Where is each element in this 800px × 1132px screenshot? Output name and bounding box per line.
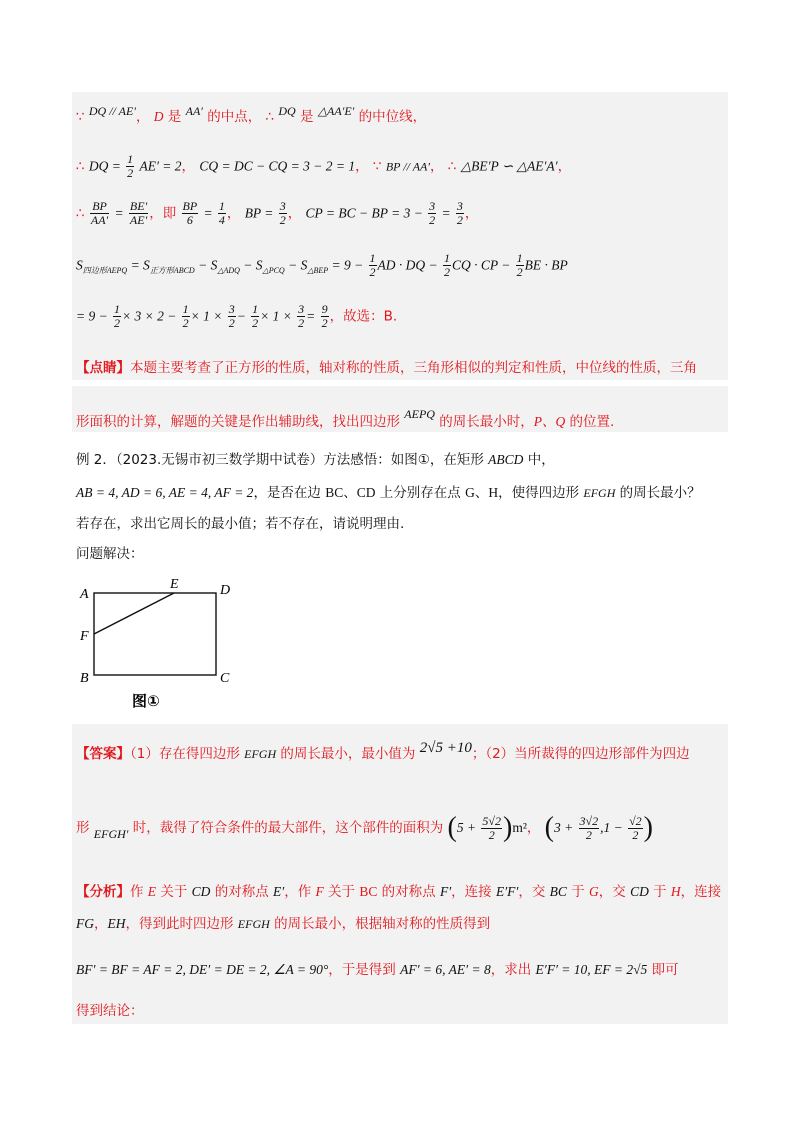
solution-line-2: ∴ DQ = $\frac{1}{2}$ AE′ = 2， CQ = DC − CQ = 3 − 2 = 1， ∵ BP // AA′， ∴ △BE′P ∽ △AE′A′，	[76, 152, 572, 180]
label-b: B	[80, 671, 89, 686]
solution-line-4: $S_{四边形AEPQ} = S_{正方形ABCD} - S_{\triangle ADQ} - S_{\triangle PCQ} - S_{\triangle BEP} = 9$ − $\frac{1}{2}$ AD · DQ − $\frac{1}{2}$ CQ · CP − $\frac{1}{2}$ BE · BP	[76, 251, 568, 279]
answer-block	[72, 724, 728, 1024]
example-line-3: 若存在，求出它周长的最小值；若不存在，请说明理由.	[76, 516, 405, 532]
example-line-1: 例 2．（2023.无锡市初三数学期中试卷）方法感悟：如图①，在矩形 ABCD 中，	[76, 452, 555, 468]
figure-rectangle	[72, 574, 242, 714]
analysis-line-1: 【分析】作 E 关于 CD 的对称点 E′，作 F 关于 BC 的对称点 F′，连接 E′F′，交 BC 于 G，交 CD 于 H，连接	[76, 884, 722, 900]
example-line-2: AB = 4, AD = 6, AE = 4, AF = 2，是否在边 BC、CD 上分别存在点 G、H，使得四边形 EFGH 的周长最小？	[76, 485, 701, 501]
dianjing-line-2: 形面积的计算，解题的关键是作出辅助线，找出四边形 AEPQ 的周长最小时，P、Q 的位置.	[76, 407, 615, 430]
solution-block	[72, 92, 728, 380]
label-e: E	[170, 577, 179, 592]
answer-line-2: 形 EFGH′ 时，裁得了符合条件的最大部件，这个部件的面积为 (5 + $\frac{5√2}{2}$ )m²， (3 + $\frac{3√2}{2}$ ,1 − $\frac{√2}{2}$ )	[76, 812, 653, 843]
dianjing-line-1: 【点睛】本题主要考查了正方形的性质，轴对称的性质，三角形相似的判定和性质，中位线的性质，三角	[76, 360, 697, 376]
rectangle-abcd	[94, 593, 216, 675]
fraction: $\frac{1}{2}$	[127, 152, 134, 180]
answer-line-1: 【答案】（1）存在得四边形 EFGH 的周长最小，最小值为 2√5 +10；（2）当所裁得的四边形部件为四边	[76, 740, 690, 762]
solution-line-3: ∴ $\frac{BP}{AA'}$ = $\frac{BE'}{AE'}$ ，即 $\frac{BP}{6}$ = $\frac{1}{4}$ ， BP = $\frac{3}{2}$ ， CP = BC − BP = 3 − $\frac{3}{2}$ = $\frac{3}{2}$ ，	[76, 199, 479, 227]
analysis-line-2: FG，EH，得到此时四边形 EFGH 的周长最小，根据轴对称的性质得到	[76, 916, 491, 932]
label-c: C	[220, 671, 230, 686]
segment-ef	[94, 593, 174, 634]
label-d: D	[220, 583, 231, 598]
analysis-line-3: BF′ = BF = AF = 2, DE′ = DE = 2, ∠A = 90°，于是得到 AF′ = 6, AE′ = 8，求出 E′F′ = 10, EF = 2√5 即可	[76, 962, 679, 978]
example-line-4: 问题解决：	[76, 546, 144, 562]
analysis-line-4: 得到结论：	[76, 1003, 144, 1019]
label-a: A	[80, 587, 89, 602]
solution-line-5: = 9 − $\frac{1}{2}$ × 3 × 2 − $\frac{1}{2}$ × 1 × $\frac{3}{2}$ − $\frac{1}{2}$ × 1 × $\frac{3}{2}$ = $\frac{9}{2}$ ，故选：B.	[76, 302, 398, 330]
label-f: F	[80, 629, 89, 644]
solution-line-1: ∵ DQ // AE′， D 是 AA′ 的中点， ∴ DQ 是 △AA′E′ 的中位线，	[76, 104, 427, 125]
figure-caption: 图①	[132, 692, 160, 710]
